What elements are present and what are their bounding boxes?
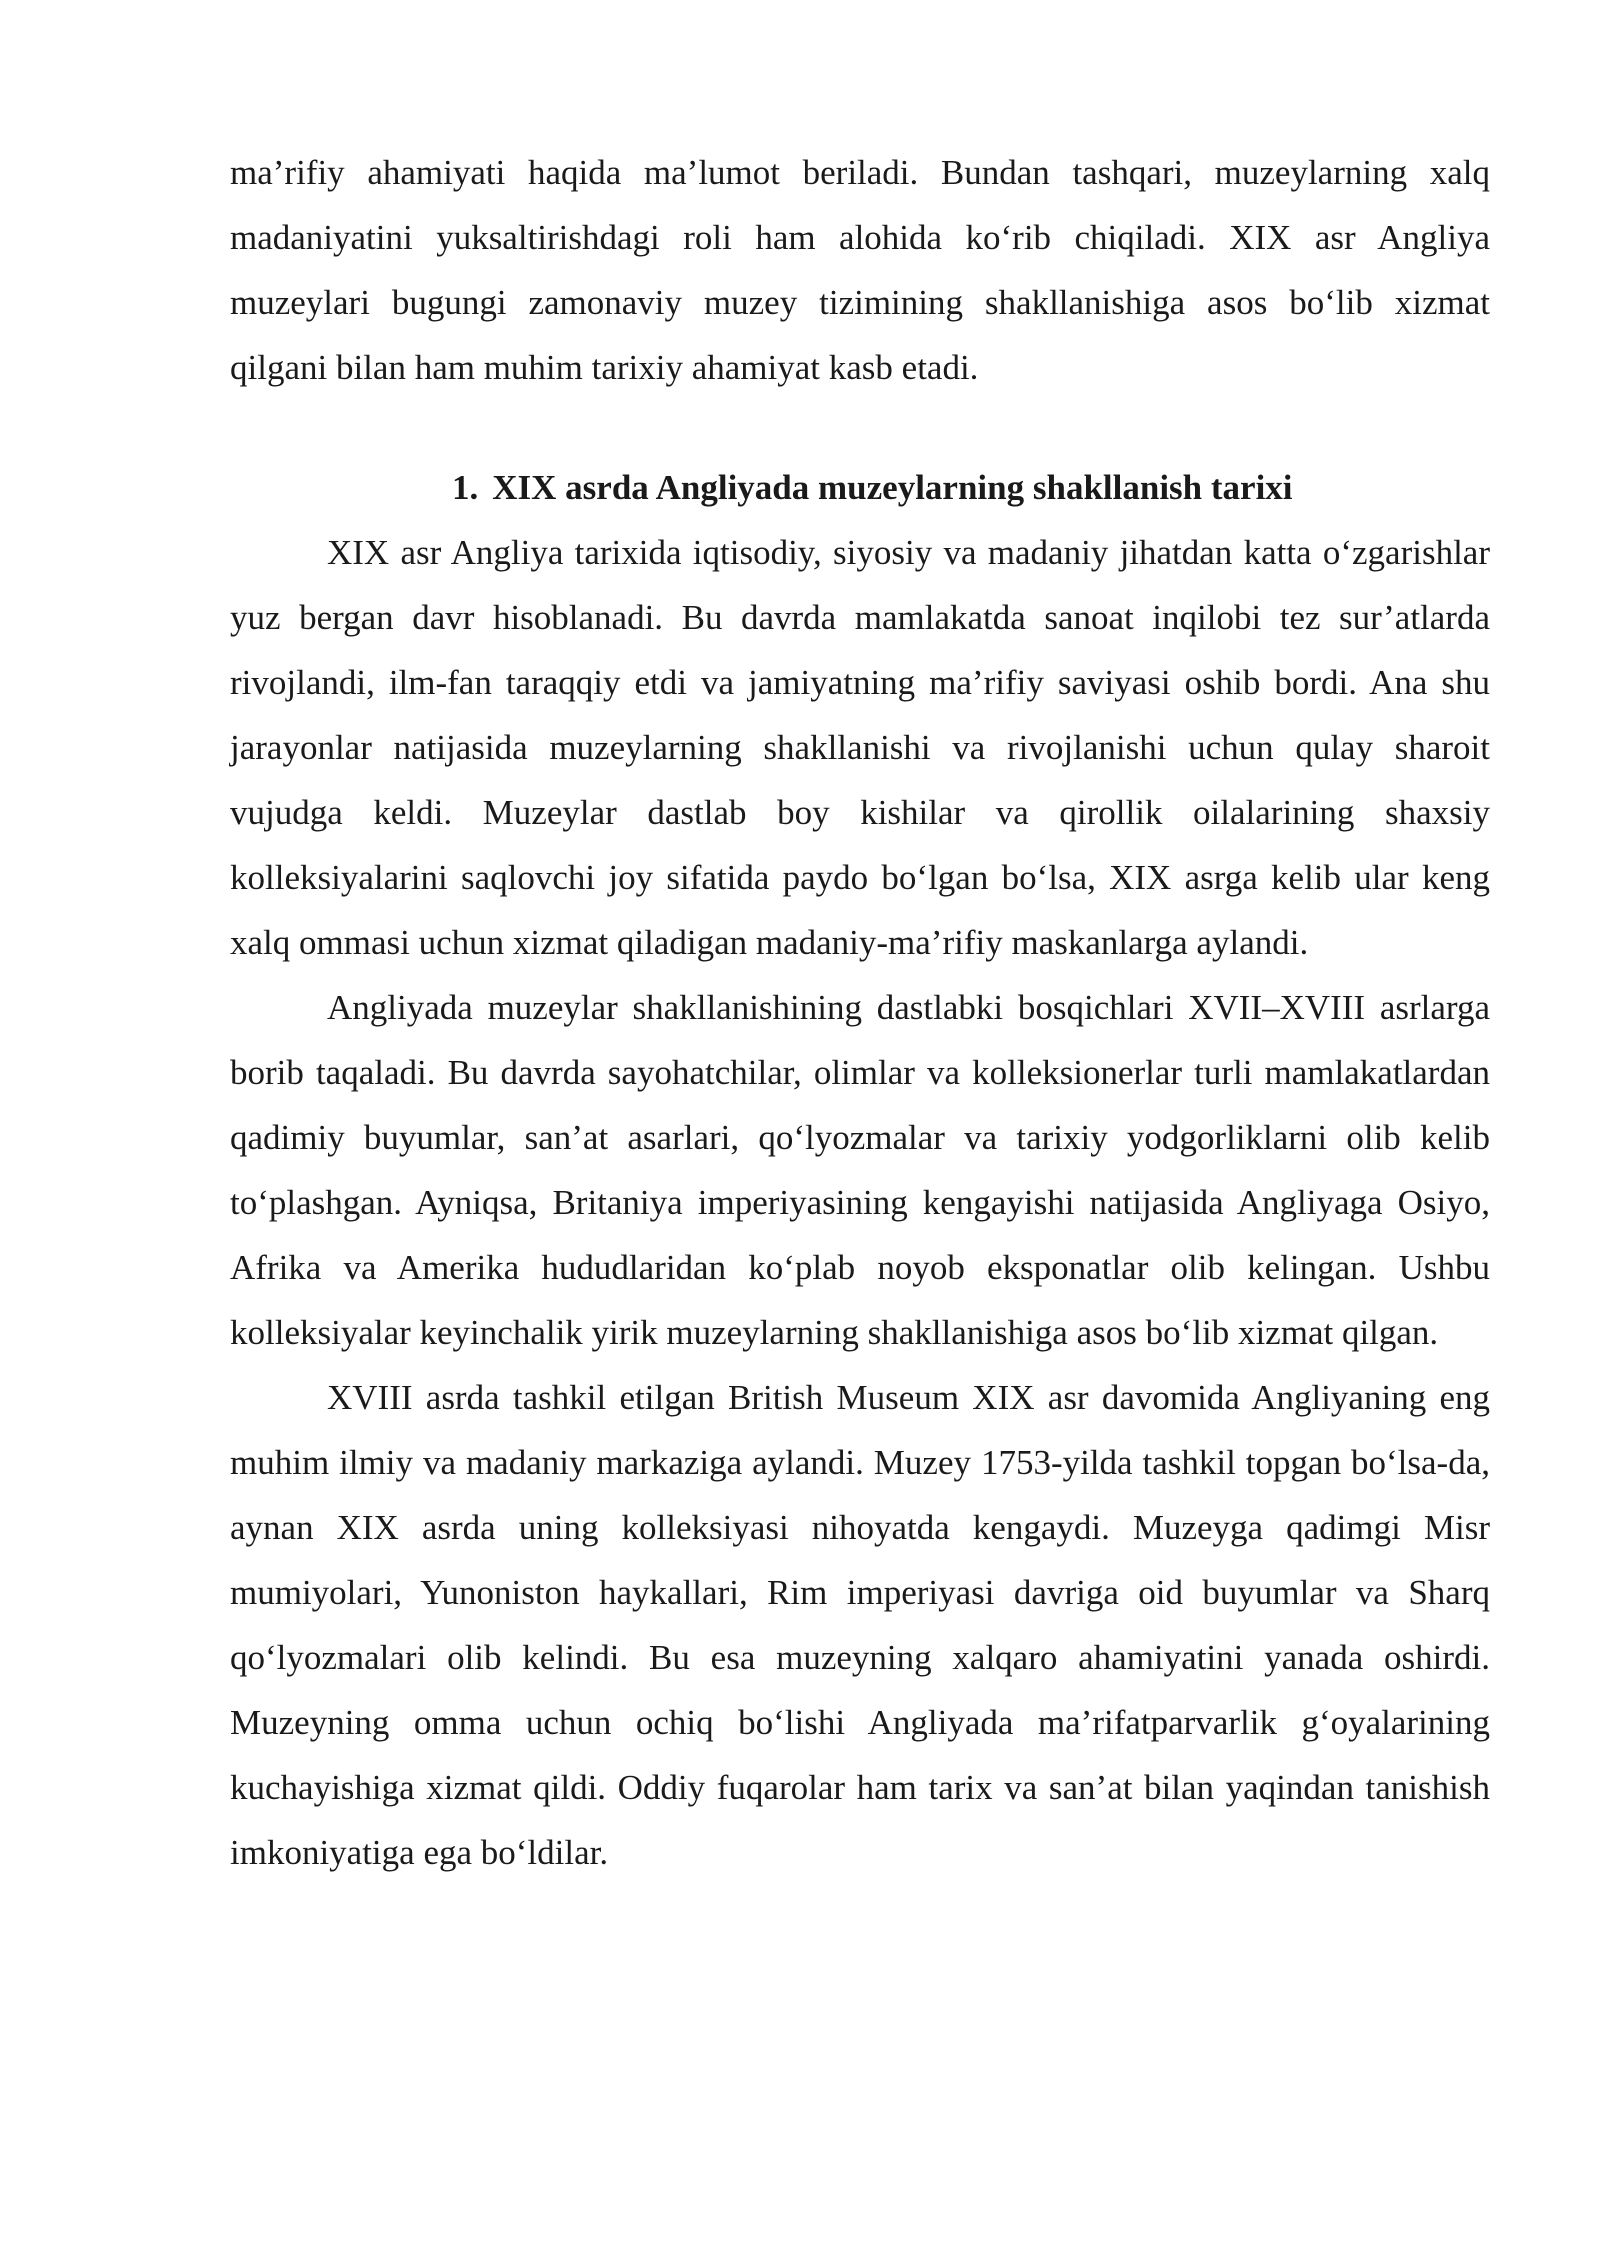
section-heading [230,455,1490,520]
body-paragraph-1: XIX asr Angliya tarixida iqtisodiy, siyosiy va madaniy jihatdan katta o‘zgarishlar yuz bergan davr hisoblanadi. Bu davrda mamlakatda sanoat inqilobi tez sur’atlarda rivojlandi, ilm-fan taraqqiy etdi va jamiyatning ma’rifiy saviyasi oshib bordi. Ana shu jarayonlar natijasida muzeylarning shakllanishi va rivojlanishi uchun qulay sharoit vujudga keldi. Muzeylar dastlab boy kishilar va qirollik oilalarining shaxsiy kolleksiyalarini saqlovchi joy sifatida paydo bo‘lgan bo‘lsa, XIX asrga kelib ular keng xalq ommasi uchun xizmat qiladigan madaniy-ma’rifiy maskanlarga aylandi. [230,533,1490,962]
body-paragraph-2: Angliyada muzeylar shakllanishining dastlabki bosqichlari XVII–XVIII asrlarga borib taqaladi. Bu davrda sayohatchilar, olimlar va kolleksionerlar turli mamlakatlardan qadimiy buyumlar, san’at asarlari, qo‘lyozmalar va tarixiy yodgorliklarni olib kelib to‘plashgan. Ayniqsa, Britaniya imperiyasining kengayishi natijasida Angliyaga Osiyo, Afrika va Amerika hududlaridan ko‘plab noyob eksponatlar olib kelingan. Ushbu kolleksiyalar keyinchalik yirik muzeylarning shakllanishiga asos bo‘lib xizmat qilgan. [230,988,1490,1352]
section-number: 1. [452,468,479,507]
section-title: XIX asrda Angliyada muzeylarning shakllanish tarixi [492,468,1293,507]
body-paragraph-3: XVIII asrda tashkil etilgan British Museum XIX asr davomida Angliyaning eng muhim ilmiy va madaniy markaziga aylandi. Muzey 1753-yilda tashkil topgan bo‘lsa-da, aynan XIX asrda uning kolleksiyasi nihoyatda kengaydi. Muzeyga qadimgi Misr mumiyolari, Yunoniston haykallari, Rim imperiyasi davriga oid buyumlar va Sharq qo‘lyozmalari olib kelindi. Bu esa muzeyning xalqaro ahamiyatini yanada oshirdi. Muzeyning omma uchun ochiq bo‘lishi Angliyada ma’rifatparvarlik g‘oyalarining kuchayishiga xizmat qildi. Oddiy fuqarolar ham tarix va san’at bilan yaqindan tanishish imkoniyatiga ega bo‘ldilar. [230,1378,1490,1872]
intro-paragraph: ma’rifiy ahamiyati haqida ma’lumot beriladi. Bundan tashqari, muzeylarning xalq madaniyatini yuksaltirishdagi roli ham alohida ko‘rib chiqiladi. XIX asr Angliya muzeylari bugungi zamonaviy muzey tizimining shakllanishiga asos bo‘lib xizmat qilgani bilan ham muhim tarixiy ahamiyat kasb etadi. [230,153,1490,387]
document-page [230,140,1490,1885]
